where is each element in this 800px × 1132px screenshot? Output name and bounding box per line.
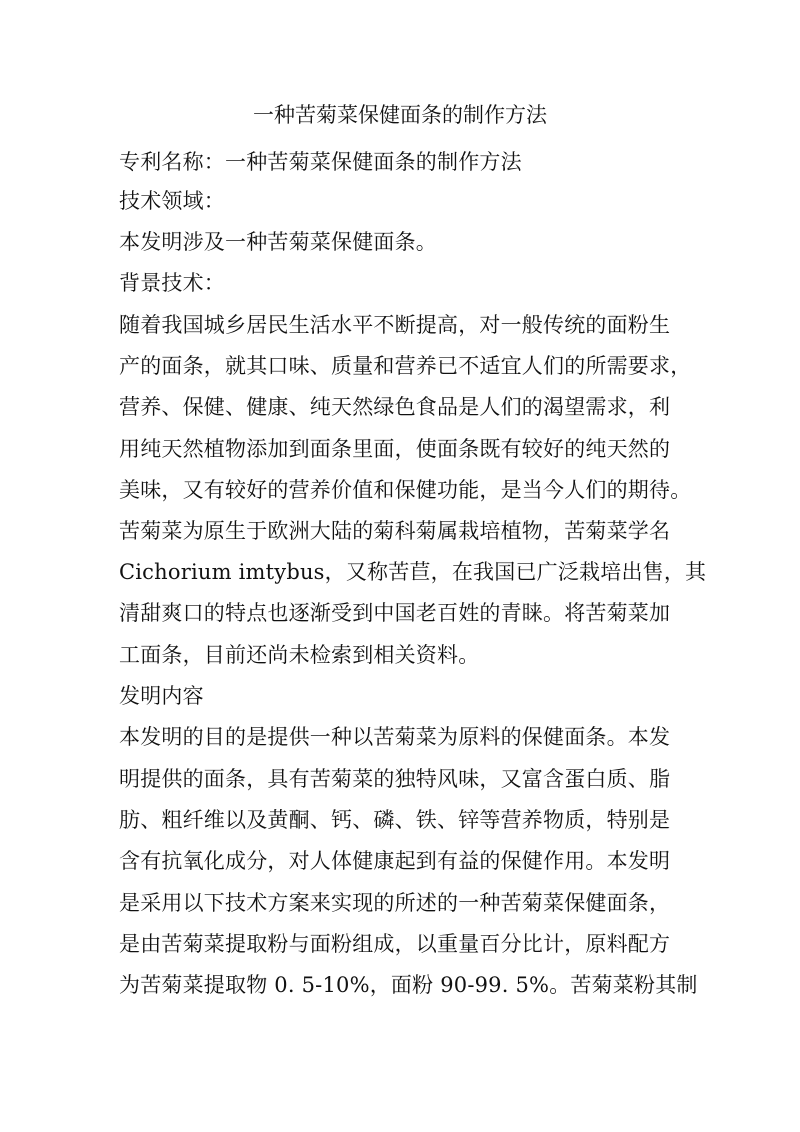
paragraph-line: 工面条，目前还尚未检索到相关资料。 [119,643,480,667]
paragraph-line: 营养、保健、健康、纯天然绿色食品是人们的渴望需求，利 [119,395,671,419]
paragraph-line: 清甜爽口的特点也逐渐受到中国老百姓的青睐。将苦菊菜加 [119,601,671,625]
paragraph-line: 是采用以下技术方案来实现的所述的一种苦菊菜保健面条， [119,891,671,915]
paragraph-line: 用纯天然植物添加到面条里面，使面条既有较好的纯天然的 [119,437,671,461]
paragraph-line: Cichorium imtybus，又称苦苣，在我国已广泛栽培出售，其 [119,560,707,584]
document-title: 一种苦菊菜保健面条的制作方法 [253,103,547,127]
section-heading-summary: 发明内容 [119,684,204,708]
section-heading-technical-field: 技术领域： [119,189,225,213]
section-heading-background: 背景技术： [119,271,225,295]
paragraph-line: 产的面条，就其口味、质量和营养已不适宜人们的所需要求， [119,354,692,378]
paragraph-line: 本发明的目的是提供一种以苦菊菜为原料的保健面条。本发 [119,725,671,749]
paragraph-line: 本发明涉及一种苦菊菜保健面条。 [119,230,437,254]
paragraph-line: 美味，又有较好的营养价值和保健功能，是当今人们的期待。 [119,478,692,502]
paragraph-line: 为苦菊菜提取物 0. 5-10%，面粉 90-99. 5%。苦菊菜粉其制 [119,973,698,997]
paragraph-line: 苦菊菜为原生于欧洲大陆的菊科菊属栽培植物，苦菊菜学名 [119,519,671,543]
paragraph-line: 明提供的面条，具有苦菊菜的独特风味，又富含蛋白质、脂 [119,767,671,791]
paragraph-line: 随着我国城乡居民生活水平不断提高，对一般传统的面粉生 [119,313,671,337]
paragraph-line: 是由苦菊菜提取粉与面粉组成，以重量百分比计，原料配方 [119,932,671,956]
paragraph-line: 肪、粗纤维以及黄酮、钙、磷、铁、锌等营养物质，特别是 [119,808,671,832]
paragraph-line: 含有抗氧化成分，对人体健康起到有益的保健作用。本发明 [119,849,671,873]
patent-name-line: 专利名称：一种苦菊菜保健面条的制作方法 [119,150,522,174]
